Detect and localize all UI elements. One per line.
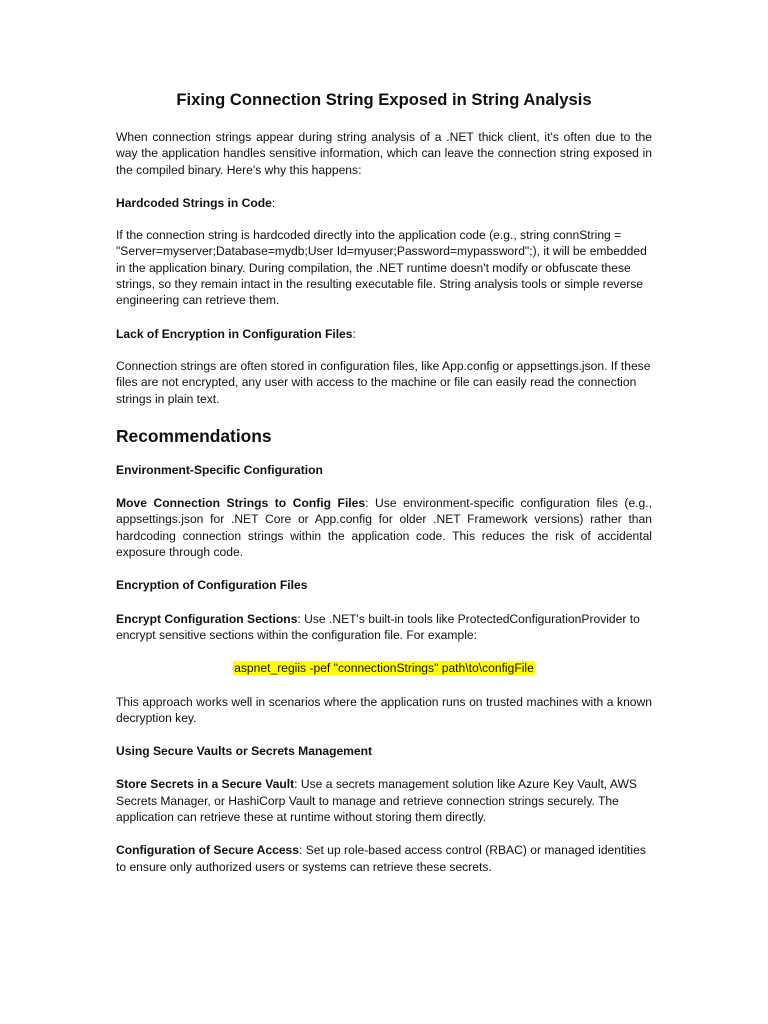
encryption-lead: Encrypt Configuration Sections	[116, 611, 298, 626]
env-config-paragraph	[116, 495, 652, 560]
command-line	[116, 660, 652, 676]
encryption-paragraph	[116, 611, 652, 644]
env-config-body: : Use environment-specific configuration files (e.g., appsettings.json for .NET Core or App.config for older .NET Framework versions) rather than hardcoding connection strings within the application code. This reduces the risk of accidental exposure through code.	[116, 496, 652, 560]
secure-access-lead: Configuration of Secure Access	[116, 843, 300, 858]
heading-colon: :	[271, 195, 276, 210]
intro-paragraph: When connection strings appear during string analysis of a .NET thick client, it's often due to the way the application handles sensitive information, which can leave the connection string exposed in the compiled binary. Here's why this happens:	[116, 130, 652, 177]
page-title: Fixing Connection String Exposed in String Analysis	[176, 90, 592, 109]
vaults-subheading: Using Secure Vaults or Secrets Management	[116, 744, 373, 759]
highlighted-command: aspnet_regiis -pef "connectionStrings" path\to\configFile	[234, 661, 534, 676]
section-heading-text: Lack of Encryption in Configuration Files	[116, 326, 353, 341]
recommendations-heading: Recommendations	[116, 425, 272, 446]
env-config-lead: Move Connection Strings to Config Files	[116, 496, 366, 511]
vault-body: : Use a secrets management solution like Azure Key Vault, AWS Secrets Manager, or HashiCorp Vault to manage and retrieve connection strings securely. The application can retrieve these at runtime without storing them directly.	[116, 777, 637, 825]
env-config-subheading: Environment-Specific Configuration	[116, 462, 323, 477]
secure-access-paragraph	[116, 842, 652, 875]
vault-paragraph	[116, 776, 652, 825]
section-encryption-body: Connection strings are often stored in configuration files, like App.config or appsettings.json. If these files are not encrypted, any user with access to the machine or file can easily read the connection strings in plain text.	[116, 358, 651, 406]
encryption-after-paragraph: This approach works well in scenarios where the application runs on trusted machines with a known decryption key.	[116, 694, 652, 725]
section-heading-text: Hardcoded Strings in Code	[116, 195, 272, 210]
heading-colon: :	[352, 326, 356, 341]
encryption-body: : Use .NET's built-in tools like ProtectedConfigurationProvider to encrypt sensitive sections within the configuration file. For example:	[116, 611, 640, 642]
document-content	[116, 88, 652, 892]
vault-lead: Store Secrets in a Secure Vault	[116, 777, 295, 792]
encryption-subheading: Encryption of Configuration Files	[116, 578, 308, 593]
section-hardcoded-body: If the connection string is hardcoded directly into the application code (e.g., string connString = "Server=myserver;Database=mydb;User Id=myuser;Password=mypassword";), it will be embedded in the application binary. During compilation, the .NET runtime doesn't modify or obfuscate these strings, so they remain intact in the resulting executable file. String analysis tools or simple reverse engineering can retrieve them.	[116, 228, 647, 308]
section-encryption-heading	[116, 326, 652, 342]
secure-access-body: : Set up role-based access control (RBAC) or managed identities to ensure only authorized users or systems can retrieve these secrets.	[116, 843, 646, 874]
section-hardcoded-heading	[116, 195, 652, 211]
